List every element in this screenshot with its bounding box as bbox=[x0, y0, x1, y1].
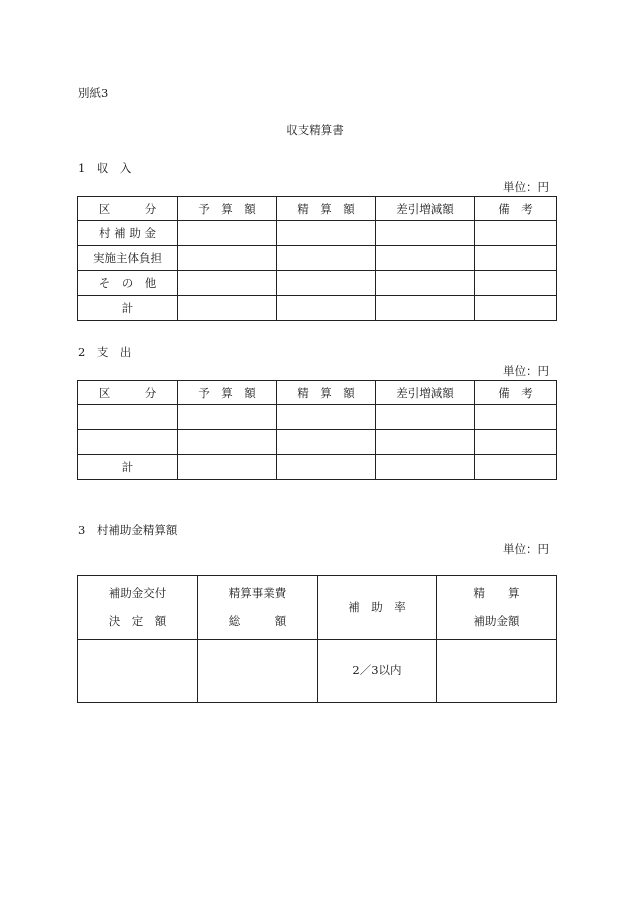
expense-unit: 単位：円 bbox=[503, 364, 549, 378]
col-header-remarks: 備 考 bbox=[475, 381, 557, 405]
income-heading: 1 収 入 bbox=[78, 161, 132, 175]
header-line: 決 定 額 bbox=[108, 613, 167, 628]
subsidy-rate-value: 2／3以内 bbox=[318, 640, 437, 703]
col-header-budget: 予 算 額 bbox=[178, 197, 277, 221]
subsidy-header-row bbox=[78, 576, 557, 640]
row-label: 計 bbox=[78, 455, 178, 480]
table-cell bbox=[376, 405, 475, 430]
table-cell bbox=[178, 430, 277, 455]
table-cell bbox=[178, 246, 277, 271]
expense-heading: 2 支 出 bbox=[78, 345, 132, 359]
table-row bbox=[78, 430, 557, 455]
table-row bbox=[78, 246, 557, 271]
table-cell bbox=[376, 455, 475, 480]
table-cell bbox=[277, 430, 376, 455]
header-line: 補助金交付 bbox=[108, 585, 167, 600]
table-row-total bbox=[78, 455, 557, 480]
subsidy-heading: 3 村補助金精算額 bbox=[78, 523, 178, 537]
col-header-budget: 予 算 額 bbox=[178, 381, 277, 405]
col-header-decided-amount bbox=[78, 576, 198, 640]
income-header-row bbox=[78, 197, 557, 221]
table-cell bbox=[475, 455, 557, 480]
document-title: 収支精算書 bbox=[286, 123, 344, 137]
income-table bbox=[77, 196, 557, 321]
table-cell bbox=[277, 271, 376, 296]
table-cell bbox=[475, 405, 557, 430]
table-cell bbox=[178, 296, 277, 321]
col-header-difference: 差引増減額 bbox=[376, 197, 475, 221]
table-cell bbox=[277, 246, 376, 271]
row-label bbox=[78, 405, 178, 430]
table-cell bbox=[376, 271, 475, 296]
table-cell bbox=[178, 405, 277, 430]
table-cell bbox=[376, 221, 475, 246]
row-label: そ の 他 bbox=[78, 271, 178, 296]
row-label: 村 補 助 金 bbox=[78, 221, 178, 246]
header-line: 総 額 bbox=[228, 613, 287, 628]
header-line: 補助金額 bbox=[473, 613, 520, 628]
header-line: 精算事業費 bbox=[228, 585, 287, 600]
table-cell bbox=[475, 221, 557, 246]
col-header-settlement: 精 算 額 bbox=[277, 381, 376, 405]
col-header-total-cost bbox=[198, 576, 318, 640]
subsidy-unit: 単位：円 bbox=[503, 542, 549, 556]
table-cell bbox=[475, 271, 557, 296]
col-header-difference: 差引増減額 bbox=[376, 381, 475, 405]
col-header-settled-subsidy bbox=[437, 576, 557, 640]
table-row bbox=[78, 221, 557, 246]
table-cell bbox=[198, 640, 318, 703]
table-row bbox=[78, 640, 557, 703]
attachment-label: 別紙3 bbox=[78, 86, 109, 100]
row-label bbox=[78, 430, 178, 455]
row-label: 実施主体負担 bbox=[78, 246, 178, 271]
table-row bbox=[78, 405, 557, 430]
expense-header-row bbox=[78, 381, 557, 405]
table-cell bbox=[277, 455, 376, 480]
table-cell bbox=[475, 296, 557, 321]
table-cell bbox=[178, 455, 277, 480]
row-label: 計 bbox=[78, 296, 178, 321]
col-header-subsidy-rate: 補 助 率 bbox=[318, 576, 437, 640]
table-cell bbox=[475, 430, 557, 455]
col-header-category: 区 分 bbox=[78, 197, 178, 221]
table-cell bbox=[475, 246, 557, 271]
col-header-settlement: 精 算 額 bbox=[277, 197, 376, 221]
table-cell bbox=[277, 221, 376, 246]
table-cell bbox=[376, 246, 475, 271]
table-cell bbox=[277, 296, 376, 321]
subsidy-table bbox=[77, 575, 557, 703]
table-cell bbox=[376, 430, 475, 455]
expense-table bbox=[77, 380, 557, 480]
col-header-remarks: 備 考 bbox=[475, 197, 557, 221]
col-header-category: 区 分 bbox=[78, 381, 178, 405]
table-cell bbox=[178, 271, 277, 296]
header-line: 精 算 bbox=[473, 585, 520, 600]
table-cell bbox=[376, 296, 475, 321]
table-cell bbox=[178, 221, 277, 246]
table-cell bbox=[78, 640, 198, 703]
table-cell bbox=[277, 405, 376, 430]
income-unit: 単位：円 bbox=[503, 180, 549, 194]
table-row-total bbox=[78, 296, 557, 321]
table-row bbox=[78, 271, 557, 296]
table-cell bbox=[437, 640, 557, 703]
